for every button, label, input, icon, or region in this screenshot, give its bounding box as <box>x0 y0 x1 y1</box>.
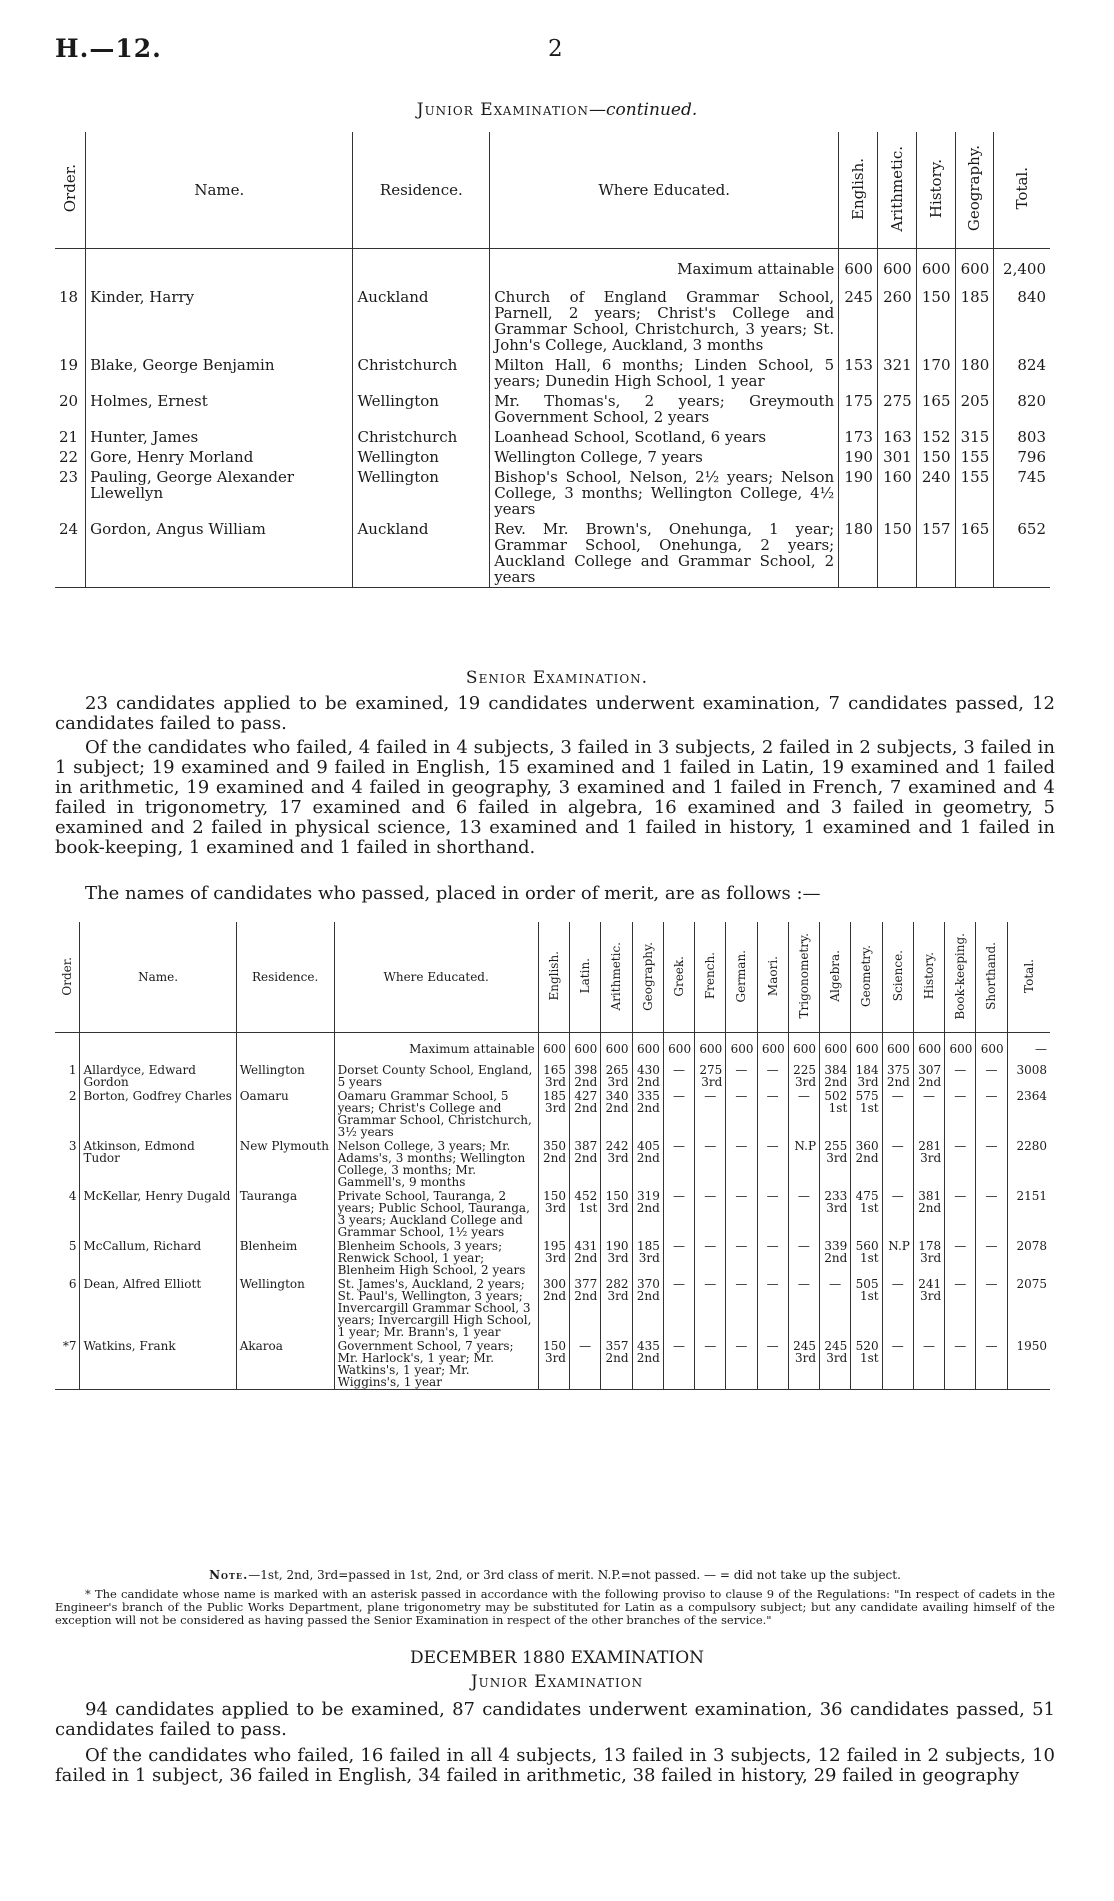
senior-row <box>55 1277 1050 1339</box>
senior-results-table <box>55 922 1050 1390</box>
score-cell: 430 2nd <box>632 1063 663 1089</box>
senior-para-applicants: 23 candidates applied to be examined, 19 candidates underwent examination, 7 candidates passed, 12 candidates failed to pass. <box>55 693 1055 734</box>
score-cell: — <box>913 1089 944 1139</box>
senior-row <box>55 1189 1050 1239</box>
total-cell: 820 <box>994 391 1050 427</box>
score-cell: — <box>976 1239 1007 1277</box>
max-label: Maximum attainable <box>490 249 839 288</box>
senior-col-trigonometry: Trigonometry. <box>788 922 819 1033</box>
max-score: 600 <box>820 1033 851 1064</box>
score-cell: 475 1st <box>851 1189 882 1239</box>
score-cell: 452 1st <box>570 1189 601 1239</box>
score-cell: — <box>945 1139 976 1189</box>
name-cell: Dean, Alfred Elliott <box>80 1277 236 1339</box>
name-cell: Pauling, George Alexander Llewellyn <box>86 467 353 519</box>
score-cell: — <box>882 1277 913 1339</box>
score-cell: — <box>976 1339 1007 1390</box>
where-educated-cell: Rev. Mr. Brown's, Onehunga, 1 year; Grammar School, Onehunga, 2 years; Auckland College and Grammar School, 2 years <box>490 519 839 588</box>
name-cell: McKellar, Henry Dugald <box>80 1189 236 1239</box>
score-cell: — <box>788 1189 819 1239</box>
score-cell: 173 <box>839 427 878 447</box>
score-cell: — <box>976 1139 1007 1189</box>
order-cell: 19 <box>59 356 79 374</box>
residence-cell: Auckland <box>353 519 490 588</box>
total-cell: 824 <box>994 355 1050 391</box>
total-cell: 840 <box>994 287 1050 355</box>
score-cell: — <box>663 1139 694 1189</box>
score-cell: 150 <box>916 447 955 467</box>
max-score: 2,400 <box>994 249 1050 288</box>
score-cell: 301 <box>877 447 916 467</box>
junior-row <box>55 447 1050 467</box>
senior-para-failures: Of the candidates who failed, 4 failed in 4 subjects, 3 failed in 3 subjects, 2 failed in 2 subjects, 3 failed in 1 subject; 19 examined and 9 failed in English, 15 examined and 1 failed in Latin, 19 examined and 1 failed in arithmetic, 19 examined and 4 failed in geography, 3 examined and 1 failed in French, 7 examined and 4 failed in trigonometry, 17 examined and 6 failed in algebra, 16 examined and 3 failed in geometry, 5 examined and 2 failed in physical science, 13 examined and 1 failed in history, 1 examined and 1 failed in book-keeping, 1 examined and 1 failed in shorthand. <box>55 737 1055 858</box>
score-cell: 575 1st <box>851 1089 882 1139</box>
senior-col-residence: Residence. <box>236 922 334 1033</box>
score-cell: 260 <box>877 287 916 355</box>
senior-header-row <box>55 922 1050 1033</box>
december-title: DECEMBER 1880 EXAMINATION <box>409 1648 705 1668</box>
score-cell: — <box>945 1089 976 1139</box>
max-score: 600 <box>726 1033 757 1064</box>
where-educated-cell: Dorset County School, England, 5 years <box>334 1063 538 1089</box>
senior-col-geography: Geography. <box>632 922 663 1033</box>
col-geography: Geography. <box>955 132 994 249</box>
score-cell: 435 2nd <box>632 1339 663 1390</box>
max-score: 600 <box>913 1033 944 1064</box>
score-cell: 150 3rd <box>538 1189 569 1239</box>
senior-col-greek: Greek. <box>663 922 694 1033</box>
order-cell: 5 <box>68 1239 77 1253</box>
junior-results-table <box>55 132 1050 588</box>
score-cell: — <box>726 1063 757 1089</box>
where-educated-cell: Nelson College, 3 years; Mr. Adams's, 3 months; Wellington College, 3 months; Mr. Gammell's, 9 months <box>334 1139 538 1189</box>
residence-cell: Wellington <box>353 447 490 467</box>
total-cell: 796 <box>994 447 1050 467</box>
score-cell: — <box>695 1139 726 1189</box>
score-cell: 281 3rd <box>913 1139 944 1189</box>
max-score: 600 <box>757 1033 788 1064</box>
junior-row <box>55 391 1050 427</box>
score-cell: — <box>726 1089 757 1139</box>
score-cell: 339 2nd <box>820 1239 851 1277</box>
total-cell: 2075 <box>1007 1277 1050 1339</box>
score-cell: N.P <box>788 1139 819 1189</box>
max-score: 600 <box>663 1033 694 1064</box>
score-cell: — <box>976 1063 1007 1089</box>
residence-cell: Tauranga <box>236 1189 334 1239</box>
col-english: English. <box>839 132 878 249</box>
score-cell: 205 <box>955 391 994 427</box>
max-score: 600 <box>538 1033 569 1064</box>
col-name: Name. <box>86 132 353 249</box>
max-score: 600 <box>788 1033 819 1064</box>
name-cell: Watkins, Frank <box>80 1339 236 1390</box>
col-history: History. <box>916 132 955 249</box>
where-educated-cell: Loanhead School, Scotland, 6 years <box>490 427 839 447</box>
name-cell: Blake, George Benjamin <box>86 355 353 391</box>
score-cell: 300 2nd <box>538 1277 569 1339</box>
senior-col-geometry: Geometry. <box>851 922 882 1033</box>
score-cell: — <box>976 1277 1007 1339</box>
score-cell: — <box>882 1139 913 1189</box>
residence-cell: Wellington <box>353 391 490 427</box>
residence-cell: Akaroa <box>236 1339 334 1390</box>
senior-col-history: History. <box>913 922 944 1033</box>
where-educated-cell: Church of England Grammar School, Parnell, 2 years; Christ's College and Grammar School, Christchurch, 3 years; St. John's College, Auckland, 3 months <box>490 287 839 355</box>
order-cell: 18 <box>59 288 79 306</box>
where-educated-cell: Milton Hall, 6 months; Linden School, 5 years; Dunedin High School, 1 year <box>490 355 839 391</box>
col-residence: Residence. <box>353 132 490 249</box>
max-score: 600 <box>877 249 916 288</box>
order-cell: *7 <box>62 1339 77 1353</box>
score-cell: N.P <box>882 1239 913 1277</box>
junior-row <box>55 519 1050 588</box>
senior-col-total: Total. <box>1007 922 1050 1033</box>
december-subtitle: Junior Examination <box>470 1672 644 1692</box>
score-cell: 245 3rd <box>820 1339 851 1390</box>
score-cell: 190 <box>839 447 878 467</box>
residence-cell: New Plymouth <box>236 1139 334 1189</box>
senior-note: Note.—1st, 2nd, 3rd=passed in 1st, 2nd, or 3rd class of merit. N.P.=not passed. — = did not take up the subject. <box>209 1568 901 1582</box>
score-cell: — <box>663 1063 694 1089</box>
score-cell: — <box>726 1277 757 1339</box>
score-cell: 275 <box>877 391 916 427</box>
senior-col-french: French. <box>695 922 726 1033</box>
score-cell: 315 <box>955 427 994 447</box>
score-cell: 377 2nd <box>570 1277 601 1339</box>
score-cell: 405 2nd <box>632 1139 663 1189</box>
order-cell: 21 <box>59 428 79 446</box>
score-cell: 319 2nd <box>632 1189 663 1239</box>
score-cell: — <box>663 1239 694 1277</box>
senior-col-science: Science. <box>882 922 913 1033</box>
where-educated-cell: St. James's, Auckland, 2 years; St. Paul's, Wellington, 3 years; Invercargill Grammar School, 3 years; Invercargill High School, 1 year; Mr. Brann's, 1 year <box>334 1277 538 1339</box>
score-cell: 150 <box>916 287 955 355</box>
where-educated-cell: Government School, 7 years; Mr. Harlock's, 1 year; Mr. Watkins's, 1 year; Mr. Wiggins's, 1 year <box>334 1339 538 1390</box>
senior-col-algebra: Algebra. <box>820 922 851 1033</box>
junior-table-body <box>55 249 1050 588</box>
senior-title: Senior Examination. <box>465 668 649 688</box>
max-score: — <box>1007 1033 1050 1064</box>
max-score: 600 <box>695 1033 726 1064</box>
score-cell: — <box>882 1189 913 1239</box>
score-cell: 233 3rd <box>820 1189 851 1239</box>
score-cell: 180 <box>839 519 878 588</box>
name-cell: McCallum, Richard <box>80 1239 236 1277</box>
score-cell: 241 3rd <box>913 1277 944 1339</box>
total-cell: 3008 <box>1007 1063 1050 1089</box>
senior-col-name: Name. <box>80 922 236 1033</box>
score-cell: 340 2nd <box>601 1089 632 1139</box>
residence-cell: Wellington <box>236 1277 334 1339</box>
senior-row <box>55 1063 1050 1089</box>
score-cell: 185 3rd <box>632 1239 663 1277</box>
senior-col-shorthand: Shorthand. <box>976 922 1007 1033</box>
max-score: 600 <box>916 249 955 288</box>
score-cell: 375 2nd <box>882 1063 913 1089</box>
max-score: 600 <box>882 1033 913 1064</box>
score-cell: — <box>882 1089 913 1139</box>
score-cell: 245 3rd <box>788 1339 819 1390</box>
score-cell: 245 <box>839 287 878 355</box>
senior-col-latin: Latin. <box>570 922 601 1033</box>
total-cell: 745 <box>994 467 1050 519</box>
score-cell: — <box>663 1277 694 1339</box>
score-cell: — <box>695 1189 726 1239</box>
max-score: 600 <box>851 1033 882 1064</box>
december-para-applicants: 94 candidates applied to be examined, 87 candidates underwent examination, 36 candidates passed, 51 candidates failed to pass. <box>55 1699 1055 1740</box>
senior-col-book-keeping: Book-keeping. <box>945 922 976 1033</box>
senior-col-where-educated: Where Educated. <box>334 922 538 1033</box>
residence-cell: Auckland <box>353 287 490 355</box>
score-cell: 387 2nd <box>570 1139 601 1189</box>
score-cell: — <box>882 1339 913 1390</box>
where-educated-cell: Blenheim Schools, 3 years; Renwick School, 1 year; Blenheim High School, 2 years <box>334 1239 538 1277</box>
junior-title: Junior Examination—continued. <box>416 100 698 120</box>
score-cell: 370 2nd <box>632 1277 663 1339</box>
name-cell: Allardyce, Edward Gordon <box>80 1063 236 1089</box>
score-cell: 520 1st <box>851 1339 882 1390</box>
max-score: 600 <box>976 1033 1007 1064</box>
senior-row <box>55 1089 1050 1139</box>
score-cell: 321 <box>877 355 916 391</box>
max-label: Maximum attainable <box>334 1033 538 1064</box>
order-cell: 22 <box>59 448 79 466</box>
score-cell: — <box>913 1339 944 1390</box>
score-cell: 185 3rd <box>538 1089 569 1139</box>
score-cell: — <box>788 1277 819 1339</box>
senior-max-row <box>55 1033 1050 1064</box>
score-cell: — <box>726 1189 757 1239</box>
score-cell: — <box>726 1339 757 1390</box>
score-cell: — <box>976 1189 1007 1239</box>
col-order: Order. <box>55 132 86 249</box>
order-cell: 24 <box>59 520 79 538</box>
score-cell: — <box>945 1189 976 1239</box>
max-score: 600 <box>955 249 994 288</box>
score-cell: 165 <box>916 391 955 427</box>
order-cell: 1 <box>68 1063 77 1077</box>
page-number: 2 <box>548 36 563 62</box>
junior-row <box>55 287 1050 355</box>
score-cell: 360 2nd <box>851 1139 882 1189</box>
score-cell: 242 3rd <box>601 1139 632 1189</box>
senior-col-order: Order. <box>55 922 80 1033</box>
junior-header-row <box>55 132 1050 249</box>
score-cell: 184 3rd <box>851 1063 882 1089</box>
score-cell: 155 <box>955 447 994 467</box>
residence-cell: Wellington <box>353 467 490 519</box>
senior-col-english: English. <box>538 922 569 1033</box>
residence-cell: Blenheim <box>236 1239 334 1277</box>
score-cell: — <box>695 1339 726 1390</box>
score-cell: 190 3rd <box>601 1239 632 1277</box>
where-educated-cell: Mr. Thomas's, 2 years; Greymouth Government School, 2 years <box>490 391 839 427</box>
score-cell: — <box>788 1089 819 1139</box>
score-cell: 398 2nd <box>570 1063 601 1089</box>
name-cell: Gordon, Angus William <box>86 519 353 588</box>
total-cell: 2151 <box>1007 1189 1050 1239</box>
score-cell: 163 <box>877 427 916 447</box>
score-cell: — <box>726 1139 757 1189</box>
score-cell: 150 3rd <box>538 1339 569 1390</box>
order-cell: 6 <box>68 1277 77 1291</box>
order-cell: 20 <box>59 392 79 410</box>
senior-row <box>55 1339 1050 1390</box>
junior-row <box>55 467 1050 519</box>
score-cell: — <box>757 1139 788 1189</box>
score-cell: 153 <box>839 355 878 391</box>
score-cell: 157 <box>916 519 955 588</box>
score-cell: 185 <box>955 287 994 355</box>
senior-para-passed: The names of candidates who passed, placed in order of merit, are as follows :— <box>85 883 821 904</box>
senior-row <box>55 1239 1050 1277</box>
score-cell: 150 3rd <box>601 1189 632 1239</box>
order-cell: 2 <box>68 1089 77 1103</box>
max-score: 600 <box>570 1033 601 1064</box>
total-cell: 2364 <box>1007 1089 1050 1139</box>
score-cell: — <box>945 1277 976 1339</box>
score-cell: — <box>663 1189 694 1239</box>
score-cell: 350 2nd <box>538 1139 569 1189</box>
score-cell: 560 1st <box>851 1239 882 1277</box>
score-cell: — <box>695 1277 726 1339</box>
max-score: 600 <box>945 1033 976 1064</box>
order-cell: 3 <box>68 1139 77 1153</box>
score-cell: 165 3rd <box>538 1063 569 1089</box>
senior-col-maori: Maori. <box>757 922 788 1033</box>
total-cell: 652 <box>994 519 1050 588</box>
name-cell: Gore, Henry Morland <box>86 447 353 467</box>
max-score: 600 <box>839 249 878 288</box>
score-cell: 165 <box>955 519 994 588</box>
residence-cell: Christchurch <box>353 355 490 391</box>
score-cell: 265 3rd <box>601 1063 632 1089</box>
score-cell: 431 2nd <box>570 1239 601 1277</box>
score-cell: 190 <box>839 467 878 519</box>
name-cell: Hunter, James <box>86 427 353 447</box>
score-cell: — <box>695 1089 726 1139</box>
score-cell: 195 3rd <box>538 1239 569 1277</box>
score-cell: 381 2nd <box>913 1189 944 1239</box>
december-para-failures: Of the candidates who failed, 16 failed in all 4 subjects, 13 failed in 3 subjects, 12 failed in 2 subjects, 10 failed in 1 subject, 36 failed in English, 34 failed in arithmetic, 38 failed in history, 29 failed in geography <box>55 1745 1055 1786</box>
score-cell: 178 3rd <box>913 1239 944 1277</box>
where-educated-cell: Bishop's School, Nelson, 2½ years; Nelson College, 3 months; Wellington College, 4½ years <box>490 467 839 519</box>
score-cell: — <box>726 1239 757 1277</box>
score-cell: 505 1st <box>851 1277 882 1339</box>
score-cell: 180 <box>955 355 994 391</box>
order-cell: 4 <box>68 1189 77 1203</box>
score-cell: — <box>820 1277 851 1339</box>
name-cell: Atkinson, Edmond Tudor <box>80 1139 236 1189</box>
senior-col-german: German. <box>726 922 757 1033</box>
col-arithmetic: Arithmetic. <box>877 132 916 249</box>
score-cell: 384 2nd <box>820 1063 851 1089</box>
name-cell: Holmes, Ernest <box>86 391 353 427</box>
score-cell: — <box>695 1239 726 1277</box>
order-cell: 23 <box>59 468 79 486</box>
score-cell: — <box>757 1089 788 1139</box>
total-cell: 2280 <box>1007 1139 1050 1189</box>
max-score: 600 <box>601 1033 632 1064</box>
col-total: Total. <box>994 132 1050 249</box>
residence-cell: Oamaru <box>236 1089 334 1139</box>
score-cell: 225 3rd <box>788 1063 819 1089</box>
where-educated-cell: Wellington College, 7 years <box>490 447 839 467</box>
score-cell: — <box>663 1089 694 1139</box>
junior-max-row <box>55 249 1050 288</box>
where-educated-cell: Private School, Tauranga, 2 years; Public School, Tauranga, 3 years; Auckland College and Grammar School, 1½ years <box>334 1189 538 1239</box>
senior-col-arithmetic: Arithmetic. <box>601 922 632 1033</box>
residence-cell: Christchurch <box>353 427 490 447</box>
document-code: H.—12. <box>55 34 162 63</box>
score-cell: — <box>945 1063 976 1089</box>
junior-row <box>55 355 1050 391</box>
score-cell: — <box>757 1339 788 1390</box>
name-cell: Kinder, Harry <box>86 287 353 355</box>
score-cell: 275 3rd <box>695 1063 726 1089</box>
score-cell: 427 2nd <box>570 1089 601 1139</box>
senior-footnote: * The candidate whose name is marked with an asterisk passed in accordance with the following proviso to clause 9 of the Regulations: "In respect of cadets in the Engineer's branch of the Public Works Department, plane trigonometry may be substituted for Latin as a compulsory subject; but any candidate availing himself of the exception will not be considered as having passed the Senior Examination in respect of the other branches of the service." <box>55 1587 1055 1627</box>
score-cell: 152 <box>916 427 955 447</box>
score-cell: 160 <box>877 467 916 519</box>
score-cell: 255 3rd <box>820 1139 851 1189</box>
score-cell: 307 2nd <box>913 1063 944 1089</box>
where-educated-cell: Oamaru Grammar School, 5 years; Christ's College and Grammar School, Christchurch, 3½ years <box>334 1089 538 1139</box>
score-cell: — <box>757 1189 788 1239</box>
residence-cell: Wellington <box>236 1063 334 1089</box>
score-cell: 282 3rd <box>601 1277 632 1339</box>
score-cell: 240 <box>916 467 955 519</box>
score-cell: — <box>976 1089 1007 1139</box>
senior-table-body <box>55 1033 1050 1390</box>
score-cell: 170 <box>916 355 955 391</box>
score-cell: 357 2nd <box>601 1339 632 1390</box>
max-score: 600 <box>632 1033 663 1064</box>
score-cell: 502 1st <box>820 1089 851 1139</box>
total-cell: 803 <box>994 427 1050 447</box>
col-where-educated: Where Educated. <box>490 132 839 249</box>
score-cell: — <box>663 1339 694 1390</box>
score-cell: — <box>757 1063 788 1089</box>
total-cell: 1950 <box>1007 1339 1050 1390</box>
senior-row <box>55 1139 1050 1189</box>
score-cell: 155 <box>955 467 994 519</box>
score-cell: 175 <box>839 391 878 427</box>
score-cell: 335 2nd <box>632 1089 663 1139</box>
junior-row <box>55 427 1050 447</box>
score-cell: — <box>757 1239 788 1277</box>
name-cell: Borton, Godfrey Charles <box>80 1089 236 1139</box>
score-cell: — <box>788 1239 819 1277</box>
score-cell: — <box>945 1339 976 1390</box>
total-cell: 2078 <box>1007 1239 1050 1277</box>
score-cell: 150 <box>877 519 916 588</box>
score-cell: — <box>757 1277 788 1339</box>
score-cell: — <box>945 1239 976 1277</box>
score-cell: — <box>570 1339 601 1390</box>
